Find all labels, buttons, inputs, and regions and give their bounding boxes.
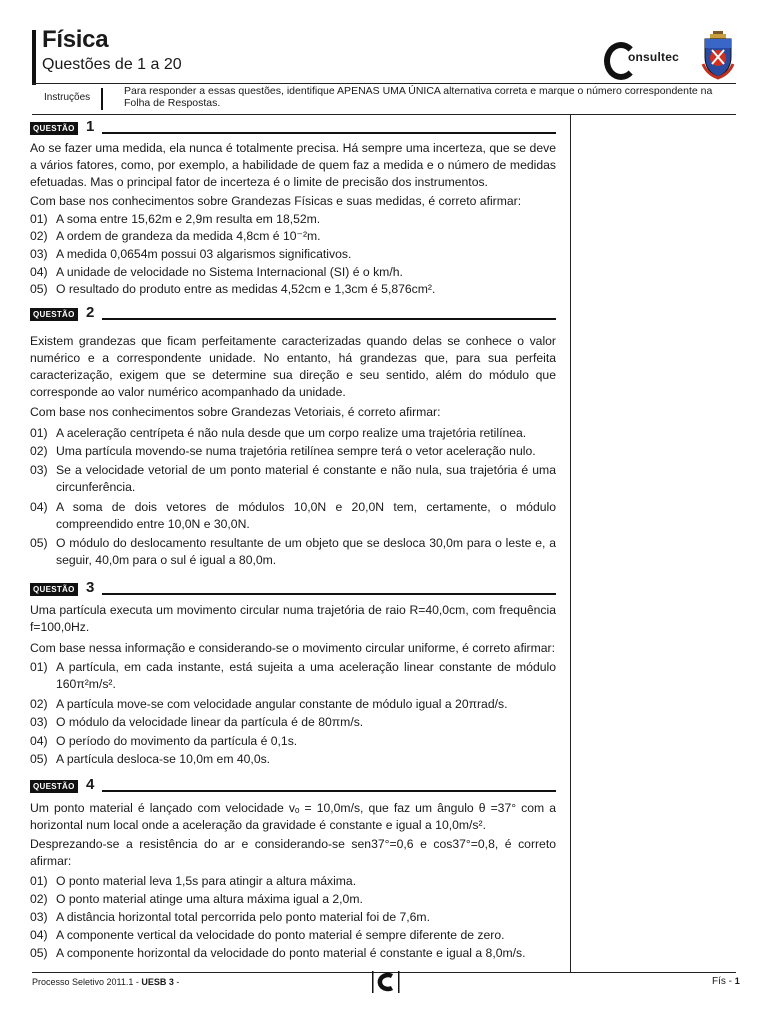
question-badge: QUESTÃO: [30, 308, 78, 321]
question-2-header: [30, 304, 556, 322]
option-number: 01): [30, 426, 48, 440]
option-number: 04): [30, 928, 48, 942]
option-number: 02): [30, 229, 48, 243]
option-number: 01): [30, 874, 48, 888]
question-4-text: Um ponto material é lançado com velocidade vₒ = 10,0m/s, que faz um ângulo θ =37° com a horizontal num local onde a aceleração da gravidade é constante e igual a 10,0m/s².: [30, 801, 556, 832]
question-1-prompt: Com base nos conhecimentos sobre Grandezas Físicas e suas medidas, é correto afirmar:: [30, 194, 522, 208]
option-number: 04): [30, 265, 48, 279]
question-4-option: [30, 873, 556, 890]
instructions-text: Para responder a essas questões, identifique APENAS UMA ÚNICA alternativa correta e marque o número correspondente na Folha de Respostas.: [124, 85, 713, 109]
question-4-option: [30, 927, 556, 944]
footer-exam-code: UESB 3: [141, 977, 174, 987]
option-number: 03): [30, 910, 48, 924]
footer-suffix: -: [173, 977, 180, 987]
option-number: 02): [30, 444, 48, 458]
question-rule: [102, 593, 556, 595]
option-number: 03): [30, 463, 48, 477]
option-number: 01): [30, 660, 48, 674]
question-number: 1: [86, 118, 95, 135]
page-title: Física: [42, 26, 109, 53]
option-number: 02): [30, 892, 48, 906]
footer-page-info: [712, 976, 740, 987]
question-4-option: [30, 945, 556, 962]
question-1-header: [30, 118, 556, 136]
option-text: A componente vertical da velocidade do ponto material é sempre diferente de zero.: [56, 928, 505, 942]
option-text: O período do movimento da partícula é 0,1s.: [56, 734, 298, 748]
option-text: A componente horizontal da velocidade do ponto material é constante e igual a 8,0m/s.: [56, 946, 526, 960]
question-4-prompt: Desprezando-se a resistência do ar e considerando-se sen37°=0,6 e cos37°=0,8, é correto afirmar:: [30, 837, 556, 868]
question-2-prompt: Com base nos conhecimentos sobre Grandezas Vetoriais, é correto afirmar:: [30, 405, 441, 419]
consultec-logo: [600, 40, 690, 76]
option-text: A ordem de grandeza da medida 4,8cm é 10⁻²m.: [56, 229, 321, 243]
question-3-header: [30, 579, 556, 597]
option-number: 02): [30, 697, 48, 711]
footer-exam-info: [32, 977, 179, 987]
option-text: Se a velocidade vetorial de um ponto material é constante e não nula, sua trajetória é uma circunferência.: [56, 463, 556, 494]
question-rule: [102, 318, 556, 320]
option-number: 05): [30, 946, 48, 960]
question-4-option: [30, 909, 556, 926]
option-text: O módulo do deslocamento resultante de um objeto que se desloca 30,0m para o leste e, a seguir, 40,0m para o sul é igual a 80,0m.: [56, 536, 556, 567]
question-1-text: Ao se fazer uma medida, ela nunca é totalmente precisa. Há sempre uma incerteza, que se deve a vários fatores, como, por exemplo, a habilidade de quem faz a medida e o número de medidas efetuadas. Mas o principal fator de incerteza é o limite de precisão dos instrumentos.: [30, 141, 556, 189]
question-1-option: [30, 264, 556, 281]
title-accent-bar: [32, 30, 36, 85]
option-text: A partícula, em cada instante, está sujeita a uma aceleração linear constante de módulo 160π²m/s².: [56, 660, 556, 691]
consultec-logo-text: onsultec: [628, 50, 679, 64]
consultec-c-icon: [372, 970, 400, 994]
question-3-prompt: Com base nessa informação e considerando-se o movimento circular uniforme, é correto afirmar:: [30, 641, 555, 655]
question-rule: [102, 790, 556, 792]
question-4-option: [30, 891, 556, 908]
question-1-option: [30, 281, 556, 298]
question-1-option: [30, 228, 556, 245]
question-2-option: [30, 462, 556, 496]
option-text: A unidade de velocidade no Sistema Internacional (SI) é o km/h.: [56, 265, 403, 279]
question-2-option: [30, 443, 556, 460]
uesb-seal-icon: [700, 30, 736, 80]
option-number: 01): [30, 212, 48, 226]
question-3-option: [30, 751, 556, 768]
instructions-separator: [101, 88, 103, 110]
question-badge: QUESTÃO: [30, 583, 78, 596]
footer-subject: Fís -: [712, 976, 732, 987]
option-text: Uma partícula movendo-se numa trajetória retilínea sempre terá o vetor aceleração nulo.: [56, 444, 536, 458]
instructions-label: Instruções: [44, 92, 91, 103]
option-text: A aceleração centrípeta é não nula desde que um corpo realize uma trajetória retilínea.: [56, 426, 527, 440]
option-number: 04): [30, 734, 48, 748]
column-divider: [570, 115, 571, 973]
question-rule: [102, 132, 556, 134]
option-number: 05): [30, 282, 48, 296]
option-text: A medida 0,0654m possui 03 algarismos significativos.: [56, 247, 352, 261]
question-2-option: [30, 535, 556, 569]
option-number: 03): [30, 247, 48, 261]
option-number: 05): [30, 752, 48, 766]
question-3-text: Uma partícula executa um movimento circular numa trajetória de raio R=40,0cm, com frequência f=100,0Hz.: [30, 603, 556, 634]
page-subtitle: Questões de 1 a 20: [42, 56, 182, 73]
option-text: O ponto material atinge uma altura máxima igual a 2,0m.: [56, 892, 363, 906]
question-3-option: [30, 659, 556, 693]
option-text: O módulo da velocidade linear da partícula é de 80πm/s.: [56, 715, 364, 729]
page-number: 1: [734, 976, 740, 986]
question-3-option: [30, 696, 556, 713]
option-number: 05): [30, 536, 48, 550]
option-text: A distância horizontal total percorrida pelo ponto material foi de 7,6m.: [56, 910, 430, 924]
question-badge: QUESTÃO: [30, 780, 78, 793]
footer-prefix: Processo Seletivo 2011.1 -: [32, 977, 142, 987]
question-3-option: [30, 733, 556, 750]
question-number: 3: [86, 579, 95, 596]
question-number: 4: [86, 776, 95, 793]
question-2-text: Existem grandezas que ficam perfeitamente caracterizadas quando delas se conhece o valor numérico e a correspondente unidade. No entanto, há grandezas que, para sua perfeita caracterização, exigem que se determine sua direção e seu sentido, além do módulo que corresponde ao valor numérico acompanhado da unidade.: [30, 334, 556, 399]
option-text: O ponto material leva 1,5s para atingir a altura máxima.: [56, 874, 357, 888]
question-4-header: [30, 776, 556, 794]
question-number: 2: [86, 304, 95, 321]
question-2-option: [30, 425, 556, 442]
header-rule: [32, 83, 736, 84]
option-text: A partícula move-se com velocidade angular constante de módulo igual a 20πrad/s.: [56, 697, 508, 711]
question-1-option: [30, 211, 556, 228]
option-number: 03): [30, 715, 48, 729]
question-3-option: [30, 714, 556, 731]
question-2-option: [30, 499, 556, 533]
option-number: 04): [30, 500, 48, 514]
option-text: A soma entre 15,62m e 2,9m resulta em 18,52m.: [56, 212, 321, 226]
question-badge: QUESTÃO: [30, 122, 78, 135]
instructions-rule: [32, 114, 736, 115]
option-text: A soma de dois vetores de módulos 10,0N e 20,0N tem, certamente, o módulo compreendido entre 10,0N e 30,0N.: [56, 500, 556, 531]
question-1-option: [30, 246, 556, 263]
option-text: O resultado do produto entre as medidas 4,52cm e 1,3cm é 5,876cm².: [56, 282, 436, 296]
option-text: A partícula desloca-se 10,0m em 40,0s.: [56, 752, 271, 766]
